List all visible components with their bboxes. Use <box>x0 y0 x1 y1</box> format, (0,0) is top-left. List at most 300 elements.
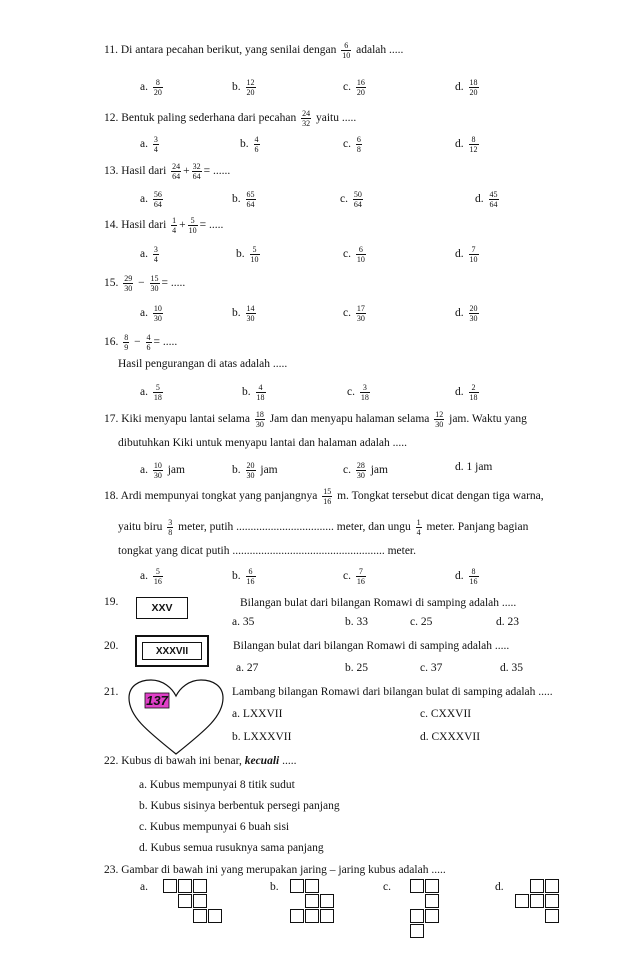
question-14 <box>104 216 223 235</box>
text: d. <box>495 881 504 893</box>
fraction-numerator: 12 <box>435 410 444 419</box>
question-number: 19. <box>104 596 119 608</box>
question-number: 22. <box>104 755 122 767</box>
option <box>495 881 504 893</box>
fraction-numerator: 4 <box>254 135 259 144</box>
heart-number: 137 <box>146 693 168 708</box>
fraction-denominator: 30 <box>246 314 255 323</box>
option-c <box>343 461 388 480</box>
net-square <box>320 909 334 923</box>
question-16 <box>104 333 177 352</box>
heart-icon <box>126 678 226 756</box>
text: a. LXXVII <box>232 708 283 720</box>
option-text: 1 jam <box>466 461 493 473</box>
fraction-numerator: 15 <box>150 274 159 283</box>
option <box>410 616 432 628</box>
text: a. <box>140 881 148 893</box>
net-square <box>545 909 559 923</box>
fraction-denominator: 30 <box>153 314 162 323</box>
text: ..... <box>279 755 297 767</box>
fraction-denominator: 10 <box>188 226 197 235</box>
option-letter: a. <box>140 464 151 477</box>
option-letter: b. <box>232 570 244 583</box>
fraction <box>255 410 265 429</box>
option-b <box>232 461 278 480</box>
option-a <box>140 383 165 402</box>
fraction-numerator: 8 <box>469 567 479 577</box>
fraction <box>246 304 256 323</box>
fraction-denominator: 10 <box>250 255 259 264</box>
option-letter: a. <box>140 386 151 399</box>
fraction-denominator: 4 <box>153 255 158 264</box>
option-d <box>455 567 481 586</box>
option <box>496 616 519 628</box>
text: b. 25 <box>345 662 368 674</box>
fraction-numerator: 8 <box>469 135 479 145</box>
question-15 <box>104 274 185 293</box>
option-letter: b. <box>240 138 252 151</box>
fraction-numerator: 5 <box>153 567 163 577</box>
fraction <box>469 78 479 97</box>
option-letter: c. <box>343 81 354 94</box>
option-letter: d. <box>455 461 467 473</box>
option-b <box>232 304 258 323</box>
option-d <box>455 245 481 264</box>
net-square <box>290 909 304 923</box>
option-letter: b. <box>242 386 254 399</box>
option-a <box>140 245 161 264</box>
net-square <box>320 894 334 908</box>
option <box>345 662 368 674</box>
fraction-denominator: 64 <box>489 200 498 209</box>
fraction-denominator: 30 <box>435 420 444 429</box>
fraction-denominator: 16 <box>469 577 478 586</box>
question-23 <box>104 864 446 876</box>
fraction-numerator: 65 <box>246 190 255 199</box>
text: Bilangan bulat dari bilangan Romawi di samping adalah ..... <box>233 640 510 652</box>
fraction-denominator: 10 <box>342 51 351 60</box>
option-a <box>140 567 165 586</box>
fraction <box>469 245 479 264</box>
text: a. 35 <box>232 616 255 628</box>
net-square <box>425 894 439 908</box>
question-19 <box>104 596 118 608</box>
fraction <box>153 383 163 402</box>
question-number: 17. <box>104 413 122 426</box>
fraction <box>469 383 479 402</box>
text: d. Kubus semua rusuknya sama panjang <box>139 842 324 854</box>
net-square <box>425 879 439 893</box>
text: c. CXXVII <box>420 708 472 720</box>
option-letter: c. <box>340 193 351 206</box>
text: = ...... <box>203 165 231 178</box>
fraction-denominator: 30 <box>246 471 255 480</box>
fraction <box>356 78 366 97</box>
text: + <box>183 165 190 178</box>
fraction-denominator: 30 <box>255 420 264 429</box>
option <box>232 708 282 720</box>
fraction <box>356 304 366 323</box>
option-b <box>242 383 268 402</box>
text: a. 27 <box>236 662 259 674</box>
fraction-numerator: 32 <box>192 162 201 171</box>
question-18-line2 <box>118 518 528 537</box>
option-d <box>455 383 481 402</box>
fraction-numerator: 24 <box>302 109 311 118</box>
option-unit: jam <box>164 464 185 477</box>
option <box>500 662 523 674</box>
fraction <box>356 461 366 480</box>
fraction-numerator: 3 <box>153 245 158 254</box>
option <box>383 881 391 893</box>
option-d <box>455 304 481 323</box>
question-number: 16. <box>104 336 122 349</box>
fraction <box>250 245 260 264</box>
option <box>420 662 442 674</box>
question-22 <box>104 755 296 767</box>
roman-numeral-box: XXV <box>136 597 188 619</box>
net-square <box>545 894 559 908</box>
net-square <box>305 879 319 893</box>
option-b <box>232 190 258 209</box>
fraction-denominator: 30 <box>153 471 162 480</box>
net-square <box>193 894 207 908</box>
text: Hasil dari <box>121 165 170 178</box>
option-letter: d. <box>455 570 467 583</box>
option-letter: b. <box>232 464 244 477</box>
question-21-text <box>232 686 553 698</box>
option-letter: b. <box>232 307 244 320</box>
fraction-numerator: 18 <box>255 410 264 419</box>
text: − <box>131 336 144 349</box>
fraction-numerator: 3 <box>360 383 370 393</box>
option-letter: a. <box>140 307 151 320</box>
text: c. 37 <box>420 662 443 674</box>
option-letter: d. <box>455 81 467 94</box>
question-17 <box>104 410 527 429</box>
fraction-numerator: 5 <box>153 383 163 393</box>
fraction <box>246 461 256 480</box>
option-c <box>340 190 365 209</box>
fraction-denominator: 16 <box>153 577 162 586</box>
fraction <box>322 487 332 506</box>
option-a <box>140 190 165 209</box>
option-d <box>455 78 481 97</box>
fraction-numerator: 7 <box>356 567 366 577</box>
fraction <box>469 567 479 586</box>
option-a <box>140 304 165 323</box>
net-square <box>410 909 424 923</box>
fraction-denominator: 12 <box>469 145 478 154</box>
fraction-numerator: 4 <box>256 383 266 393</box>
option-c <box>347 383 372 402</box>
option-letter: d. <box>475 193 487 206</box>
fraction-numerator: 17 <box>356 304 365 313</box>
question-12 <box>104 109 356 128</box>
text: d. CXXXVII <box>420 731 481 743</box>
fraction <box>153 190 163 209</box>
fraction-denominator: 10 <box>356 255 365 264</box>
fraction-numerator: 10 <box>153 461 162 470</box>
fraction-numerator: 20 <box>469 304 478 313</box>
text: c. <box>383 881 391 893</box>
fraction-denominator: 18 <box>469 393 478 402</box>
question-number: 11. <box>104 44 121 57</box>
net-square <box>163 879 177 893</box>
text: Ardi mempunyai tongkat yang panjangnya <box>120 490 321 503</box>
fraction-numerator: 28 <box>356 461 365 470</box>
net-square <box>178 879 192 893</box>
fraction <box>153 461 163 480</box>
fraction-denominator: 64 <box>246 200 255 209</box>
roman-numeral-box: XXXVII <box>142 642 202 660</box>
net-square <box>515 894 529 908</box>
option-letter: d. <box>455 248 467 261</box>
text: d. 23 <box>496 616 519 628</box>
question-21 <box>104 686 118 698</box>
fraction-numerator: 15 <box>323 487 332 496</box>
text: Jam dan menyapu halaman selama <box>266 413 433 426</box>
option-letter: a. <box>140 248 151 261</box>
fraction <box>171 216 177 235</box>
text: yaitu ..... <box>313 112 357 125</box>
fraction-denominator: 18 <box>256 393 265 402</box>
fraction <box>153 78 163 97</box>
option-unit: jam <box>257 464 278 477</box>
question-20 <box>104 640 118 652</box>
text: c. 25 <box>410 616 433 628</box>
text: Gambar di bawah ini yang merupakan jaring – jaring kubus adalah ..... <box>121 864 446 876</box>
fraction <box>489 190 499 209</box>
question-20-text <box>233 640 509 652</box>
fraction-denominator: 20 <box>246 88 255 97</box>
fraction-numerator: 1 <box>172 216 177 225</box>
fraction-numerator: 1 <box>416 518 421 527</box>
fraction-numerator: 20 <box>246 461 255 470</box>
text: m. Tongkat tersebut dicat dengan tiga warna, <box>334 490 544 503</box>
option-letter: d. <box>455 386 467 399</box>
fraction-denominator: 16 <box>246 577 255 586</box>
option <box>236 662 258 674</box>
fraction-numerator: 8 <box>153 78 163 88</box>
fraction <box>123 333 129 352</box>
fraction <box>360 383 370 402</box>
fraction-numerator: 14 <box>246 304 255 313</box>
text: = ..... <box>161 277 186 290</box>
text: b. LXXXVII <box>232 731 292 743</box>
option-letter: c. <box>343 248 354 261</box>
fraction-denominator: 30 <box>150 284 159 293</box>
text: Bilangan bulat dari bilangan Romawi di samping adalah ..... <box>240 597 517 609</box>
text: Kubus di bawah ini benar, <box>121 755 245 767</box>
fraction-denominator: 64 <box>172 172 181 181</box>
fraction-numerator: 29 <box>124 274 133 283</box>
fraction-denominator: 8 <box>356 145 361 154</box>
fraction <box>416 518 422 537</box>
fraction-numerator: 6 <box>356 245 366 255</box>
fraction-denominator: 4 <box>416 528 421 537</box>
fraction-denominator: 20 <box>153 88 162 97</box>
fraction-numerator: 3 <box>153 135 158 144</box>
fraction-numerator: 5 <box>188 216 198 226</box>
option-letter: b. <box>232 193 244 206</box>
fraction <box>469 135 479 154</box>
text: Bentuk paling sederhana dari pecahan <box>121 112 300 125</box>
fraction <box>341 41 351 60</box>
fraction-numerator: 6 <box>356 135 361 144</box>
fraction-denominator: 64 <box>192 172 201 181</box>
question-number: 23. <box>104 864 122 876</box>
option-letter: a. <box>140 193 151 206</box>
fraction <box>171 162 181 181</box>
text: Di antara pecahan berikut, yang senilai dengan <box>120 44 340 57</box>
option <box>232 616 254 628</box>
text: jam. Waktu yang <box>446 413 527 426</box>
fraction <box>256 383 266 402</box>
fraction-denominator: 30 <box>124 284 133 293</box>
option-d <box>455 135 481 154</box>
option <box>139 800 340 812</box>
question-number: 20. <box>104 640 119 652</box>
fraction <box>254 135 260 154</box>
fraction-denominator: 4 <box>153 145 158 154</box>
option-c <box>343 567 368 586</box>
fraction-numerator: 50 <box>353 190 362 199</box>
option-letter: a. <box>140 570 151 583</box>
fraction-denominator: 18 <box>153 393 162 402</box>
question-11 <box>104 41 403 60</box>
text: b. <box>270 881 279 893</box>
option-letter: d. <box>455 307 467 320</box>
fraction <box>153 304 163 323</box>
text: adalah ..... <box>353 44 404 57</box>
option <box>270 881 279 893</box>
fraction-numerator: 4 <box>146 333 151 342</box>
fraction-denominator: 18 <box>360 393 369 402</box>
option <box>345 616 368 628</box>
question-number: 13. <box>104 165 122 178</box>
fraction-numerator: 8 <box>124 333 129 342</box>
text: tongkat yang dicat putih ..................................................... meter. <box>118 545 417 557</box>
option <box>420 708 471 720</box>
fraction <box>188 216 198 235</box>
text: d. 35 <box>500 662 523 674</box>
text: = ..... <box>199 219 224 232</box>
option-unit: jam <box>367 464 388 477</box>
net-square <box>410 924 424 938</box>
fraction-denominator: 9 <box>124 343 129 352</box>
option-d <box>455 461 492 473</box>
fraction <box>246 78 256 97</box>
net-square <box>410 879 424 893</box>
fraction-numerator: 2 <box>469 383 479 393</box>
text: + <box>179 219 186 232</box>
fraction <box>353 190 363 209</box>
fraction <box>469 304 479 323</box>
fraction-denominator: 32 <box>302 119 311 128</box>
fraction-denominator: 8 <box>168 528 173 537</box>
emphasis: kecuali <box>244 755 280 767</box>
question-17-line2 <box>118 437 407 449</box>
fraction-denominator: 6 <box>254 145 259 154</box>
question-number: 21. <box>104 686 119 698</box>
fraction-numerator: 7 <box>469 245 479 255</box>
fraction-numerator: 16 <box>356 78 365 87</box>
question-13 <box>104 162 230 181</box>
option-letter: c. <box>343 570 354 583</box>
fraction-numerator: 3 <box>168 518 173 527</box>
fraction <box>356 245 366 264</box>
fraction <box>150 274 160 293</box>
option-c <box>343 78 368 97</box>
question-number: 12. <box>104 112 122 125</box>
fraction-denominator: 20 <box>356 88 365 97</box>
fraction-denominator: 4 <box>172 226 177 235</box>
net-square <box>178 894 192 908</box>
fraction-numerator: 12 <box>246 78 255 87</box>
fraction-denominator: 30 <box>356 314 365 323</box>
option-a <box>140 135 161 154</box>
question-16-line2 <box>118 358 287 370</box>
fraction-numerator: 18 <box>469 78 478 87</box>
fraction-denominator: 20 <box>469 88 478 97</box>
roman-numeral-frame <box>135 635 209 667</box>
option-letter: b. <box>232 81 244 94</box>
net-square <box>290 879 304 893</box>
fraction <box>167 518 173 537</box>
fraction <box>356 567 366 586</box>
fraction <box>153 567 163 586</box>
net-square <box>305 894 319 908</box>
text: − <box>135 277 148 290</box>
option-c <box>343 304 368 323</box>
option-letter: d. <box>455 138 467 151</box>
fraction-numerator: 24 <box>172 162 181 171</box>
text: Kiki menyapu lantai selama <box>121 413 253 426</box>
text: = ..... <box>153 336 178 349</box>
text: dibutuhkan Kiki untuk menyapu lantai dan halaman adalah ..... <box>118 437 408 449</box>
question-number: 15. <box>104 277 122 290</box>
net-square <box>530 894 544 908</box>
net-square <box>208 909 222 923</box>
fraction <box>301 109 311 128</box>
fraction-denominator: 30 <box>356 471 365 480</box>
option-letter: c. <box>347 386 358 399</box>
heart-shape <box>129 680 223 754</box>
text: Lambang bilangan Romawi dari bilangan bulat di samping adalah ..... <box>232 686 553 698</box>
fraction-denominator: 64 <box>353 200 362 209</box>
option-b <box>236 245 262 264</box>
fraction <box>356 135 362 154</box>
option-a <box>140 461 185 480</box>
option-c <box>343 135 364 154</box>
option-letter: a. <box>140 81 151 94</box>
fraction <box>153 135 159 154</box>
fraction <box>123 274 133 293</box>
fraction-denominator: 64 <box>153 200 162 209</box>
text: Hasil pengurangan di atas adalah ..... <box>118 358 288 370</box>
fraction-numerator: 56 <box>153 190 162 199</box>
option-b <box>232 567 258 586</box>
text: a. Kubus mempunyai 8 titik sudut <box>139 779 295 791</box>
fraction-denominator: 6 <box>146 343 151 352</box>
question-18 <box>104 487 544 506</box>
text: meter, putih .................................. meter, dan ungu <box>175 521 414 534</box>
net-square <box>193 909 207 923</box>
option-letter: a. <box>140 138 151 151</box>
fraction <box>246 567 256 586</box>
fraction-numerator: 6 <box>341 41 351 51</box>
